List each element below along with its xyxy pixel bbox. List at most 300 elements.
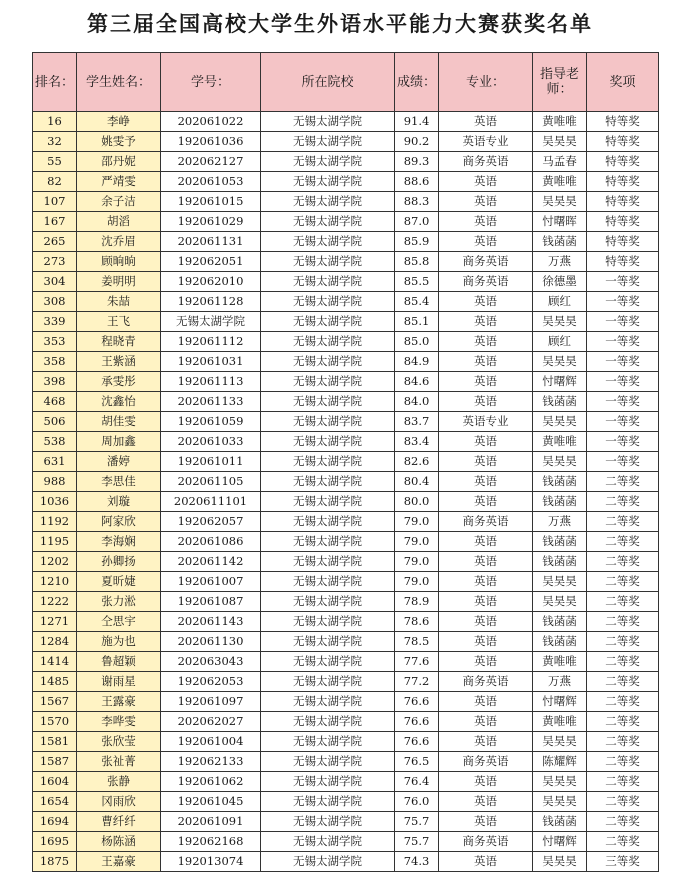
table-row [33,772,659,792]
name-cell: 姜明明 [77,272,161,292]
school-cell: 无锡太湖学院 [261,672,395,692]
advisor-cell: 钱菡菡 [533,812,587,832]
student-id-cell: 192062053 [161,672,261,692]
student-id-cell: 192061059 [161,412,261,432]
advisor-cell: 吴昊昊 [533,572,587,592]
school-cell: 无锡太湖学院 [261,352,395,372]
school-cell: 无锡太湖学院 [261,392,395,412]
score-cell: 79.0 [395,552,439,572]
header-name: 学生姓名： [77,53,161,112]
advisor-cell: 吴昊昊 [533,792,587,812]
table-row [33,352,659,372]
award-cell: 二等奖 [587,512,659,532]
table-row [33,592,659,612]
score-cell: 82.6 [395,452,439,472]
major-cell: 商务英语 [439,752,533,772]
score-cell: 79.0 [395,512,439,532]
student-id-cell: 192013074 [161,852,261,872]
advisor-cell: 吴昊昊 [533,312,587,332]
award-cell: 二等奖 [587,472,659,492]
award-cell: 二等奖 [587,752,659,772]
school-cell: 无锡太湖学院 [261,232,395,252]
school-cell: 无锡太湖学院 [261,832,395,852]
award-cell: 一等奖 [587,352,659,372]
student-id-cell: 202061133 [161,392,261,412]
score-cell: 91.4 [395,112,439,132]
rank-cell: 631 [33,452,77,472]
student-id-cell: 192061004 [161,732,261,752]
header-major: 专业： [439,53,533,112]
document-title: 第三届全国高校大学生外语水平能力大赛获奖名单 [87,11,593,36]
name-cell: 王露豪 [77,692,161,712]
advisor-cell: 忖曙辉 [533,692,587,712]
award-cell: 二等奖 [587,732,659,752]
rank-cell: 1192 [33,512,77,532]
award-cell: 二等奖 [587,552,659,572]
name-cell: 张祉菁 [77,752,161,772]
student-id-cell: 192062057 [161,512,261,532]
major-cell: 英语 [439,112,533,132]
school-cell: 无锡太湖学院 [261,552,395,572]
rank-cell: 308 [33,292,77,312]
table-row [33,572,659,592]
rank-cell: 1587 [33,752,77,772]
award-cell: 一等奖 [587,332,659,352]
advisor-cell: 钱菡菡 [533,232,587,252]
name-cell: 杨陈涵 [77,832,161,852]
student-id-cell: 192061097 [161,692,261,712]
advisor-cell: 黄唯唯 [533,172,587,192]
award-cell: 一等奖 [587,272,659,292]
major-cell: 商务英语 [439,272,533,292]
major-cell: 英语 [439,372,533,392]
rank-cell: 1202 [33,552,77,572]
rank-cell: 1210 [33,572,77,592]
advisor-cell: 吴昊昊 [533,592,587,612]
advisor-cell: 钱菡菡 [533,532,587,552]
table-row [33,832,659,852]
student-id-cell: 192061087 [161,592,261,612]
table-header-row [33,53,659,112]
student-id-cell: 192061015 [161,192,261,212]
score-cell: 88.6 [395,172,439,192]
score-cell: 84.9 [395,352,439,372]
advisor-cell: 黄唯唯 [533,652,587,672]
award-cell: 二等奖 [587,532,659,552]
student-id-cell: 202061086 [161,532,261,552]
score-cell: 77.6 [395,652,439,672]
award-cell: 一等奖 [587,412,659,432]
advisor-cell: 吴昊昊 [533,452,587,472]
advisor-cell: 顾红 [533,332,587,352]
score-cell: 85.8 [395,252,439,272]
advisor-cell: 钱菡菡 [533,552,587,572]
student-id-cell: 192062168 [161,832,261,852]
major-cell: 英语 [439,212,533,232]
score-cell: 84.0 [395,392,439,412]
award-cell: 二等奖 [587,612,659,632]
award-cell: 特等奖 [587,112,659,132]
major-cell: 英语专业 [439,132,533,152]
rank-cell: 353 [33,332,77,352]
table-row [33,412,659,432]
school-cell: 无锡太湖学院 [261,252,395,272]
table-row [33,132,659,152]
rank-cell: 107 [33,192,77,212]
advisor-cell: 忖曙晖 [533,212,587,232]
advisor-cell: 陈耀辉 [533,752,587,772]
award-cell: 特等奖 [587,232,659,252]
table-row [33,492,659,512]
name-cell: 施为也 [77,632,161,652]
school-cell: 无锡太湖学院 [261,692,395,712]
student-id-cell: 202061131 [161,232,261,252]
advisor-cell: 吴昊昊 [533,192,587,212]
rank-cell: 339 [33,312,77,332]
name-cell: 仝思宇 [77,612,161,632]
table-row [33,652,659,672]
student-id-cell: 192061062 [161,772,261,792]
name-cell: 冈雨欣 [77,792,161,812]
advisor-cell: 吴昊昊 [533,352,587,372]
score-cell: 79.0 [395,572,439,592]
student-id-cell: 192061011 [161,452,261,472]
header-score: 成绩： [395,53,439,112]
name-cell: 潘婷 [77,452,161,472]
major-cell: 英语 [439,532,533,552]
major-cell: 英语 [439,492,533,512]
table-row [33,632,659,652]
advisor-cell: 徐德墨 [533,272,587,292]
school-cell: 无锡太湖学院 [261,532,395,552]
table-row [33,152,659,172]
major-cell: 商务英语 [439,672,533,692]
student-id-cell: 192062133 [161,752,261,772]
award-cell: 特等奖 [587,192,659,212]
table-row [33,252,659,272]
score-cell: 75.7 [395,832,439,852]
student-id-cell: 192061029 [161,212,261,232]
student-id-cell: 202061130 [161,632,261,652]
table-row [33,812,659,832]
award-cell: 一等奖 [587,432,659,452]
school-cell: 无锡太湖学院 [261,172,395,192]
name-cell: 王飞 [77,312,161,332]
rank-cell: 16 [33,112,77,132]
school-cell: 无锡太湖学院 [261,432,395,452]
major-cell: 英语 [439,172,533,192]
score-cell: 80.0 [395,492,439,512]
table-row [33,112,659,132]
major-cell: 英语 [439,292,533,312]
student-id-cell: 202061105 [161,472,261,492]
school-cell: 无锡太湖学院 [261,512,395,532]
name-cell: 胡滔 [77,212,161,232]
student-id-cell: 192061128 [161,292,261,312]
school-cell: 无锡太湖学院 [261,212,395,232]
major-cell: 英语 [439,552,533,572]
school-cell: 无锡太湖学院 [261,732,395,752]
table-row [33,432,659,452]
major-cell: 英语 [439,192,533,212]
student-id-cell: 192061036 [161,132,261,152]
table-row [33,852,659,872]
name-cell: 夏昕婕 [77,572,161,592]
school-cell: 无锡太湖学院 [261,632,395,652]
header-school: 所在院校 [261,53,395,112]
rank-cell: 1222 [33,592,77,612]
school-cell: 无锡太湖学院 [261,752,395,772]
table-row [33,292,659,312]
award-cell: 二等奖 [587,832,659,852]
rank-cell: 468 [33,392,77,412]
table-row [33,172,659,192]
student-id-cell: 192061113 [161,372,261,392]
score-cell: 76.6 [395,692,439,712]
name-cell: 周加鑫 [77,432,161,452]
major-cell: 商务英语 [439,252,533,272]
rank-cell: 1570 [33,712,77,732]
award-cell: 二等奖 [587,572,659,592]
header-award: 奖项 [587,53,659,112]
school-cell: 无锡太湖学院 [261,272,395,292]
header-student-id: 学号： [161,53,261,112]
major-cell: 英语 [439,312,533,332]
student-id-cell: 202063043 [161,652,261,672]
advisor-cell: 万燕 [533,252,587,272]
student-id-cell: 202061143 [161,612,261,632]
score-cell: 79.0 [395,532,439,552]
rank-cell: 1875 [33,852,77,872]
score-cell: 85.0 [395,332,439,352]
name-cell: 沈鑫怡 [77,392,161,412]
award-cell: 二等奖 [587,592,659,612]
score-cell: 76.5 [395,752,439,772]
student-id-cell: 192062010 [161,272,261,292]
name-cell: 张欣莹 [77,732,161,752]
major-cell: 英语 [439,812,533,832]
score-cell: 76.6 [395,712,439,732]
major-cell: 英语 [439,472,533,492]
major-cell: 英语 [439,732,533,752]
name-cell: 程晓青 [77,332,161,352]
award-cell: 一等奖 [587,372,659,392]
school-cell: 无锡太湖学院 [261,112,395,132]
score-cell: 85.9 [395,232,439,252]
rank-cell: 167 [33,212,77,232]
major-cell: 英语 [439,572,533,592]
table-row [33,692,659,712]
school-cell: 无锡太湖学院 [261,612,395,632]
advisor-cell: 马孟春 [533,152,587,172]
major-cell: 英语 [439,772,533,792]
major-cell: 英语 [439,652,533,672]
award-cell: 特等奖 [587,252,659,272]
advisor-cell: 钱菡菡 [533,612,587,632]
school-cell: 无锡太湖学院 [261,492,395,512]
student-id-cell: 202061053 [161,172,261,192]
name-cell: 王紫涵 [77,352,161,372]
major-cell: 英语 [439,452,533,472]
score-cell: 77.2 [395,672,439,692]
name-cell: 李思佳 [77,472,161,492]
score-cell: 74.3 [395,852,439,872]
advisor-cell: 吴昊昊 [533,732,587,752]
school-cell: 无锡太湖学院 [261,592,395,612]
advisor-cell: 钱菡菡 [533,392,587,412]
rank-cell: 265 [33,232,77,252]
table-row [33,212,659,232]
score-cell: 76.6 [395,732,439,752]
table-row [33,612,659,632]
header-advisor: 指导老师： [533,53,587,112]
major-cell: 商务英语 [439,152,533,172]
student-id-cell: 192062051 [161,252,261,272]
table-row [33,752,659,772]
award-cell: 二等奖 [587,652,659,672]
advisor-cell: 吴昊昊 [533,412,587,432]
table-row [33,312,659,332]
name-cell: 王嘉豪 [77,852,161,872]
school-cell: 无锡太湖学院 [261,772,395,792]
student-id-cell: 无锡太湖学院 [161,312,261,332]
school-cell: 无锡太湖学院 [261,572,395,592]
rank-cell: 1695 [33,832,77,852]
score-cell: 89.3 [395,152,439,172]
table-row [33,672,659,692]
table-row [33,732,659,752]
score-cell: 83.7 [395,412,439,432]
school-cell: 无锡太湖学院 [261,792,395,812]
rank-cell: 1271 [33,612,77,632]
score-cell: 80.4 [395,472,439,492]
rank-cell: 1195 [33,532,77,552]
name-cell: 承雯彤 [77,372,161,392]
rank-cell: 1654 [33,792,77,812]
award-cell: 二等奖 [587,492,659,512]
table-row [33,712,659,732]
advisor-cell: 忖曙辉 [533,372,587,392]
table-row [33,532,659,552]
major-cell: 英语 [439,712,533,732]
award-cell: 一等奖 [587,452,659,472]
rank-cell: 273 [33,252,77,272]
school-cell: 无锡太湖学院 [261,852,395,872]
school-cell: 无锡太湖学院 [261,332,395,352]
score-cell: 78.5 [395,632,439,652]
name-cell: 曹纤纤 [77,812,161,832]
header-rank: 排名： [33,53,77,112]
rank-cell: 1567 [33,692,77,712]
advisor-cell: 顾红 [533,292,587,312]
award-cell: 特等奖 [587,152,659,172]
name-cell: 李哗雯 [77,712,161,732]
name-cell: 张静 [77,772,161,792]
rank-cell: 538 [33,432,77,452]
name-cell: 余子洁 [77,192,161,212]
major-cell: 英语 [439,632,533,652]
score-cell: 90.2 [395,132,439,152]
school-cell: 无锡太湖学院 [261,412,395,432]
name-cell: 顾晌晌 [77,252,161,272]
advisor-cell: 吴昊昊 [533,132,587,152]
name-cell: 朱喆 [77,292,161,312]
name-cell: 鲁超颖 [77,652,161,672]
table-row [33,272,659,292]
table-row [33,192,659,212]
name-cell: 胡佳雯 [77,412,161,432]
table-row [33,792,659,812]
score-cell: 84.6 [395,372,439,392]
advisor-cell: 吴昊昊 [533,772,587,792]
student-id-cell: 202062127 [161,152,261,172]
school-cell: 无锡太湖学院 [261,132,395,152]
rank-cell: 1485 [33,672,77,692]
table-row [33,472,659,492]
school-cell: 无锡太湖学院 [261,192,395,212]
table-row [33,392,659,412]
award-cell: 特等奖 [587,212,659,232]
score-cell: 85.4 [395,292,439,312]
rank-cell: 398 [33,372,77,392]
award-cell: 二等奖 [587,772,659,792]
major-cell: 英语 [439,612,533,632]
award-cell: 二等奖 [587,812,659,832]
rank-cell: 1581 [33,732,77,752]
major-cell: 英语 [439,332,533,352]
name-cell: 李海娴 [77,532,161,552]
award-cell: 一等奖 [587,312,659,332]
advisor-cell: 钱菡菡 [533,472,587,492]
student-id-cell: 202061091 [161,812,261,832]
advisor-cell: 万燕 [533,672,587,692]
score-cell: 85.5 [395,272,439,292]
rank-cell: 1694 [33,812,77,832]
major-cell: 英语 [439,692,533,712]
advisor-cell: 黄唯唯 [533,432,587,452]
major-cell: 英语 [439,792,533,812]
score-cell: 75.7 [395,812,439,832]
score-cell: 83.4 [395,432,439,452]
award-cell: 特等奖 [587,132,659,152]
advisor-cell: 吴昊昊 [533,852,587,872]
table-row [33,232,659,252]
school-cell: 无锡太湖学院 [261,292,395,312]
major-cell: 英语 [439,352,533,372]
rank-cell: 1036 [33,492,77,512]
name-cell: 沈乔眉 [77,232,161,252]
student-id-cell: 192061045 [161,792,261,812]
school-cell: 无锡太湖学院 [261,372,395,392]
major-cell: 英语 [439,592,533,612]
school-cell: 无锡太湖学院 [261,312,395,332]
advisor-cell: 万燕 [533,512,587,532]
school-cell: 无锡太湖学院 [261,152,395,172]
rank-cell: 506 [33,412,77,432]
award-cell: 二等奖 [587,672,659,692]
rank-cell: 358 [33,352,77,372]
rank-cell: 988 [33,472,77,492]
major-cell: 商务英语 [439,832,533,852]
table-row [33,452,659,472]
student-id-cell: 202061142 [161,552,261,572]
award-cell: 一等奖 [587,392,659,412]
student-id-cell: 202061033 [161,432,261,452]
student-id-cell: 192061112 [161,332,261,352]
award-cell: 二等奖 [587,792,659,812]
school-cell: 无锡太湖学院 [261,812,395,832]
major-cell: 英语 [439,432,533,452]
